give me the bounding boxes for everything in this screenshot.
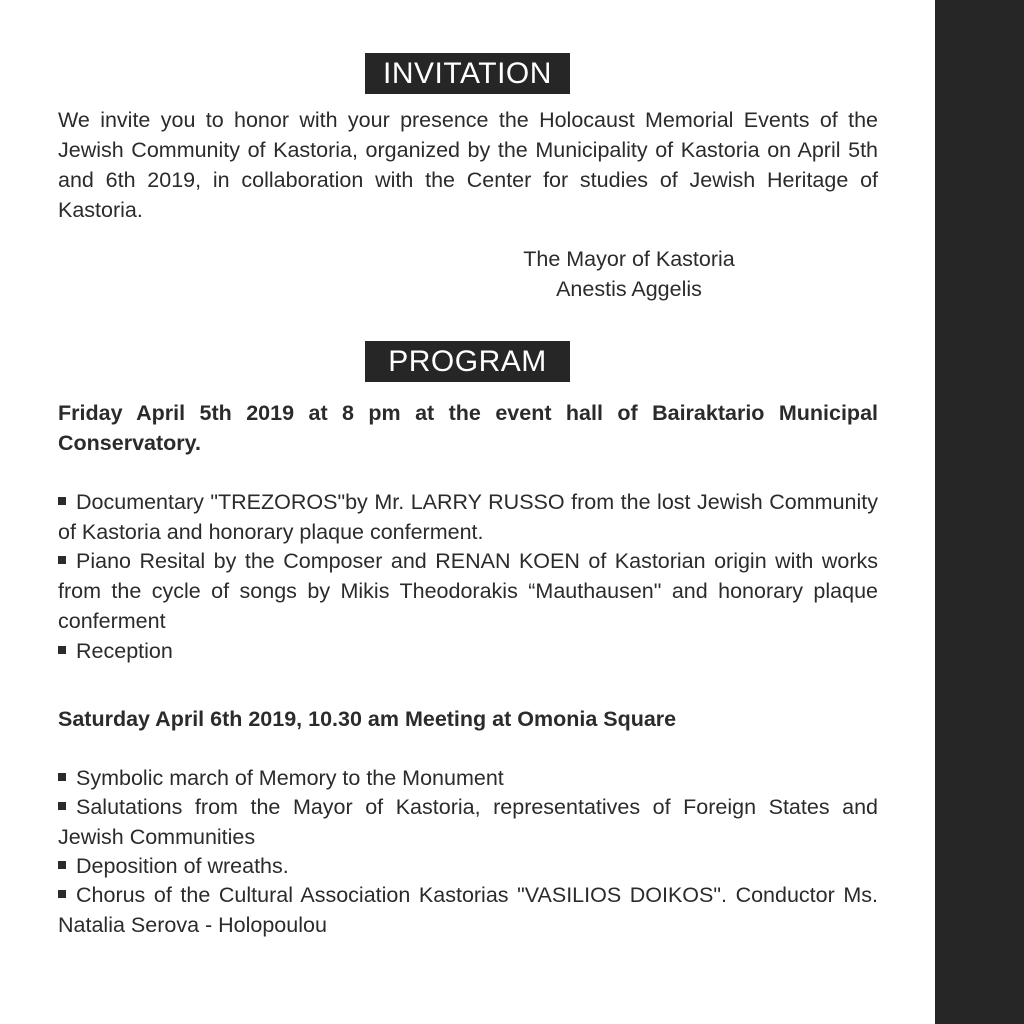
bullet-icon	[58, 890, 66, 898]
invitation-title: INVITATION	[365, 53, 570, 94]
saturday-item-3-text: Deposition of wreaths.	[76, 854, 289, 878]
program-title: PROGRAM	[365, 341, 570, 382]
friday-item-2	[58, 546, 878, 636]
saturday-item-1	[58, 763, 878, 793]
friday-heading: Friday April 5th 2019 at 8 pm at the event hall of Bairaktario Municipal Conservatory.	[58, 401, 878, 455]
bullet-icon	[58, 497, 66, 505]
friday-item-2-text: Piano Resital by the Composer and RENAN KOEN of Kastorian origin with works from the cycle of songs by Mikis Theodorakis “Mauthausen" and honorary plaque conferment	[58, 549, 878, 633]
bullet-icon	[58, 773, 66, 781]
bullet-icon	[58, 556, 66, 564]
friday-item-1-text: Documentary "TREZOROS"by Mr. LARRY RUSSO from the lost Jewish Community of Kastoria and honorary plaque conferment.	[58, 490, 878, 544]
bullet-icon	[58, 802, 66, 810]
saturday-item-2	[58, 792, 878, 852]
saturday-item-2-text: Salutations from the Mayor of Kastoria, representatives of Foreign States and Jewish Communities	[58, 795, 878, 849]
signature-title: The Mayor of Kastoria	[523, 247, 735, 271]
bullet-icon	[58, 646, 66, 654]
invitation-body: We invite you to honor with your presence the Holocaust Memorial Events of the Jewish Community of Kastoria, organized by the Municipality of Kastoria on April 5th and 6th 2019, in collaboration with the Center for studies of Jewish Heritage of Kastoria.	[58, 108, 878, 222]
saturday-item-3	[58, 851, 878, 881]
saturday-item-4-text: Chorus of the Cultural Association Kastorias "VASILIOS DOIKOS". Conductor Ms. Natalia Serova - Holopoulou	[58, 883, 878, 937]
saturday-item-4	[58, 880, 878, 940]
friday-item-3-text: Reception	[76, 639, 173, 663]
signature-name: Anestis Aggelis	[556, 277, 702, 301]
saturday-heading: Saturday April 6th 2019, 10.30 am Meeting at Omonia Square	[58, 707, 677, 731]
friday-item-3	[58, 636, 878, 666]
friday-item-1	[58, 487, 878, 547]
right-dark-sidebar	[935, 0, 1024, 1024]
invitation-document	[58, 0, 878, 1024]
saturday-item-1-text: Symbolic march of Memory to the Monument	[76, 766, 504, 790]
bullet-icon	[58, 861, 66, 869]
